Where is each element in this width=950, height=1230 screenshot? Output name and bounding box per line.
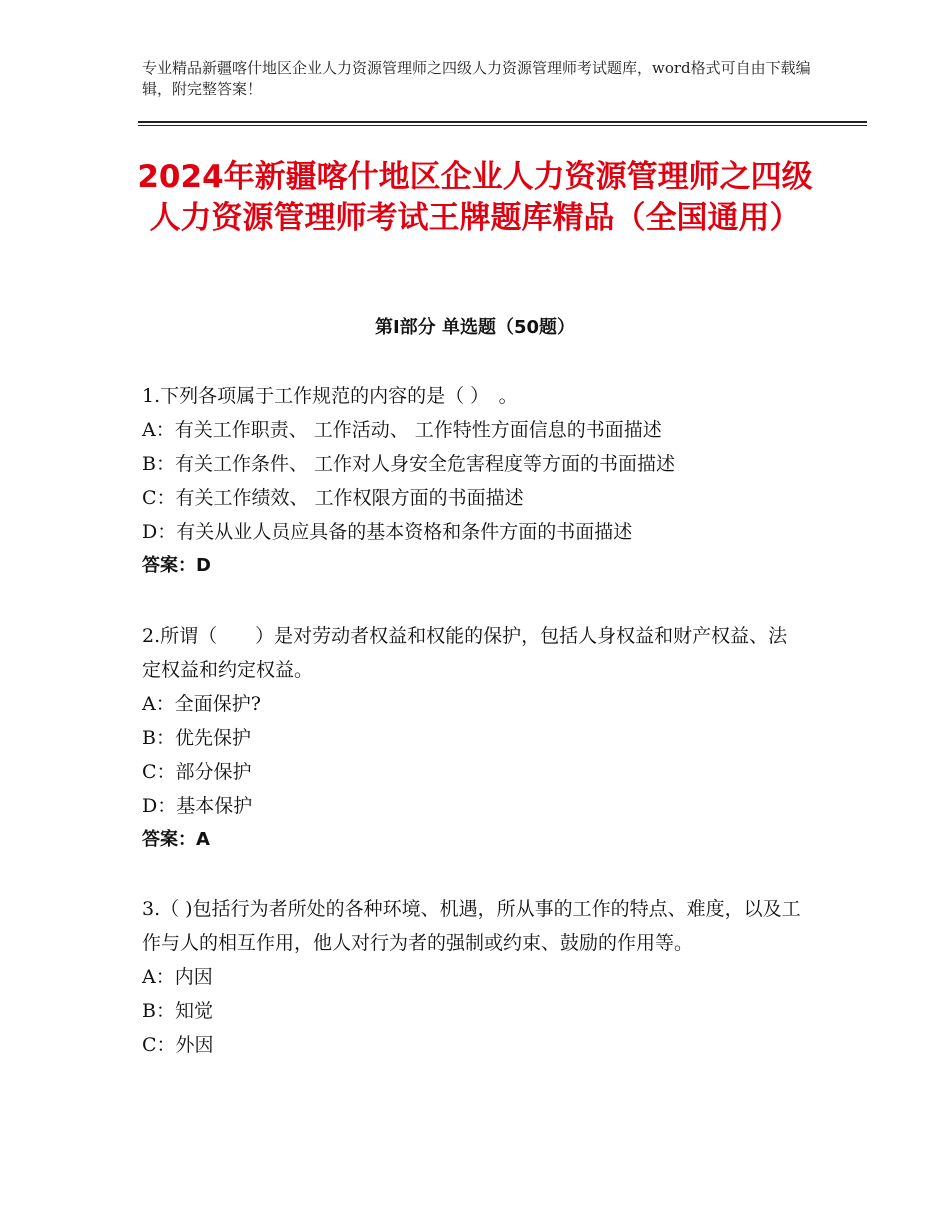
header-rule-thin [138,125,867,126]
question-stem: 2.所谓（ ）是对劳动者权益和权能的保护，包括人身权益和财产权益、法定权益和约定权益。 [142,625,788,681]
question-2 [142,619,802,857]
option-c: C：外因 [142,1034,214,1056]
question-1 [142,379,802,583]
option-b: B：优先保护 [142,727,251,749]
answer-line: 答案：D [142,555,211,576]
answer-line: 答案：A [142,829,210,850]
question-stem: 1.下列各项属于工作规范的内容的是（ ） 。 [142,385,518,407]
option-a: A：有关工作职责、 工作活动、 工作特性方面信息的书面描述 [142,419,662,441]
option-c: C：有关工作绩效、 工作权限方面的书面描述 [142,487,524,509]
section-title: 第Ⅰ部分 单选题（50题） [374,317,575,338]
option-b: B：有关工作条件、 工作对人身安全危害程度等方面的书面描述 [142,453,676,475]
question-3 [142,892,802,1062]
option-c: C：部分保护 [142,761,252,783]
option-a: A：全面保护? [142,693,261,715]
header-rule-thick [138,121,867,123]
question-stem: 3.（ )包括行为者所处的各种环境、机遇，所从事的工作的特点、难度，以及工作与人的相互作用，他人对行为者的强制或约束、鼓励的作用等。 [142,898,801,954]
option-b: B：知觉 [142,1000,213,1022]
option-d: D：基本保护 [142,795,253,817]
option-d: D：有关从业人员应具备的基本资格和条件方面的书面描述 [142,521,633,543]
document-title: 2024年新疆喀什地区企业人力资源管理师之四级人力资源管理师考试王牌题库精品（全国通用） [137,159,813,236]
header-note: 专业精品新疆喀什地区企业人力资源管理师之四级人力资源管理师考试题库，word格式可自由下载编辑，附完整答案！ [142,59,811,98]
option-a: A：内因 [142,966,213,988]
